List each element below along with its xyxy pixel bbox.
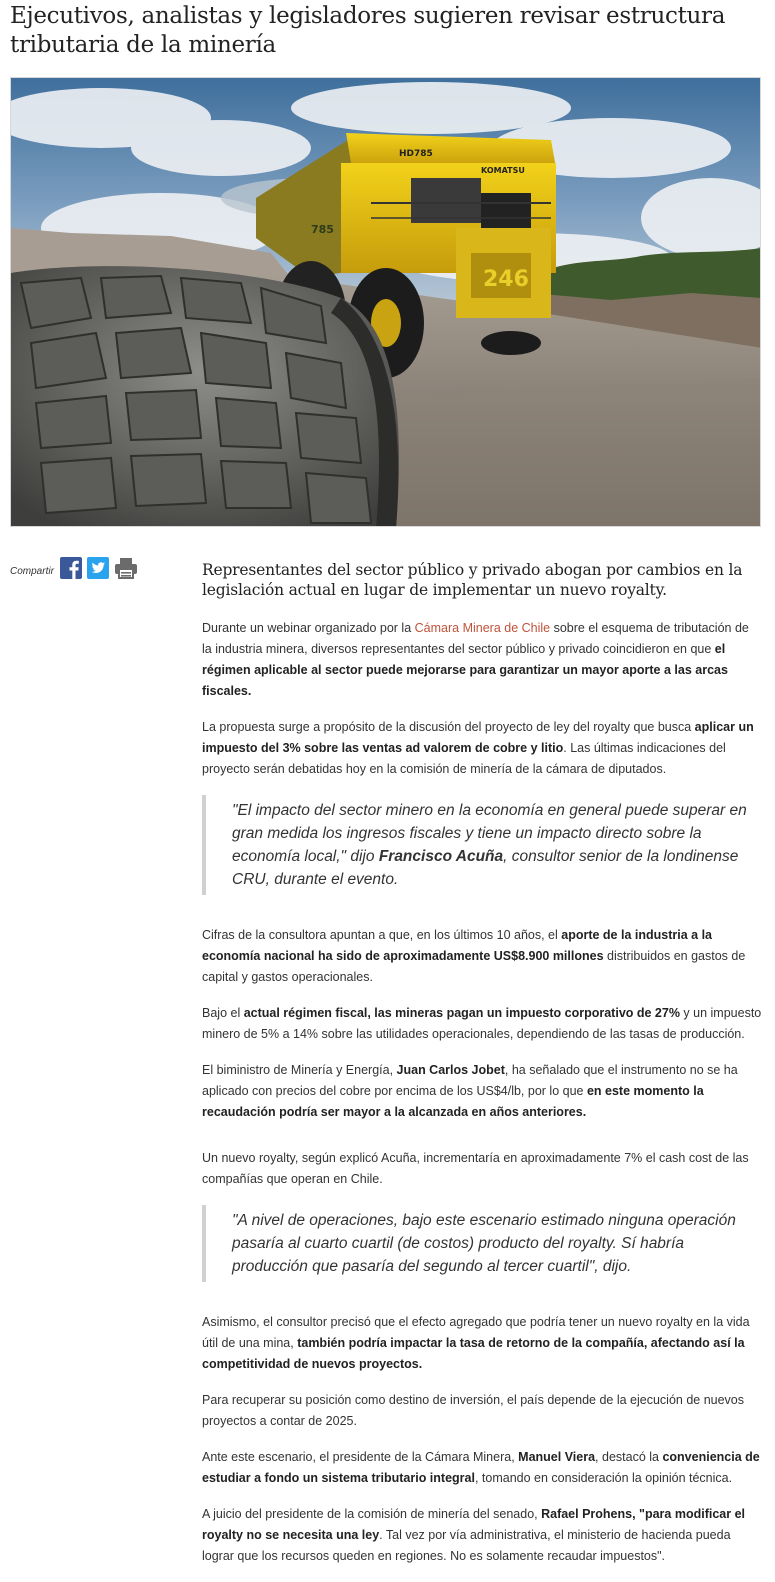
paragraph-2 [202, 717, 762, 780]
pull-quote-2: "A nivel de operaciones, bajo este escenario estimado ninguna operación pasaría al cuarto cuartil (de costos) producto del royalty. Sí habría producción que pasaría del segundo al tercer cuartil", dijo. [202, 1205, 762, 1282]
paragraph-text: . Tal vez por vía administrativa, el ministerio de hacienda pueda lograr que los recursos queden en regiones. No es solamente recaudar impuestos". [202, 1528, 731, 1563]
camara-minera-link[interactable]: Cámara Minera de Chile [414, 621, 551, 635]
paragraph-text: Durante un webinar organizado por la [202, 621, 415, 635]
paragraph-7 [202, 1312, 762, 1375]
article-body [202, 560, 762, 1582]
truck-side-number-text: 785 [311, 223, 334, 236]
paragraph-9 [202, 1447, 762, 1489]
paragraph-6: Un nuevo royalty, según explicó Acuña, incrementaría en aproximadamente 7% el cash cost de las compañías que operan en Chile. [202, 1151, 749, 1186]
paragraph-text: y un impuesto minero de 5% a 14% sobre las utilidades operacionales, dependiendo de las tasas de producción. [202, 1006, 762, 1041]
paragraph-text: , destacó la [595, 1450, 663, 1464]
pull-quote-1 [202, 795, 762, 895]
paragraph-bold: conveniencia de estudiar a fondo un sistema tributario integral [202, 1450, 760, 1485]
hero-image [10, 77, 761, 527]
truck-model-text: HD785 [399, 149, 433, 159]
paragraph-text: Ante este escenario, el presidente de la Cámara Minera, [202, 1450, 519, 1464]
quote-text: , consultor senior de la londinense CRU, durante el evento. [232, 848, 739, 888]
share-bar [10, 555, 141, 581]
paragraph-3 [202, 925, 762, 988]
paragraph-bold: el régimen aplicable al sector puede mejorarse para garantizar un mayor aporte a las arcas fiscales. [202, 642, 728, 698]
paragraph-bold: aporte de la industria a la economía nacional ha sido de aproximadamente US$8.900 millones [202, 928, 712, 963]
paragraph-bold: también podría impactar la tasa de retorno de la compañía, afectando así la competitividad de nuevos proyectos. [202, 1336, 745, 1371]
quote-bold: Francisco Acuña [378, 848, 504, 865]
share-label: Compartir [10, 565, 54, 577]
paragraph-1 [202, 618, 762, 702]
paragraph-text: El biministro de Minería y Energía, [202, 1063, 397, 1077]
paragraph-text: sobre el esquema de tributación de la industria minera, diversos representantes del sector público y privado coincidieron en que [202, 621, 749, 656]
paragraph-text: Bajo el [202, 1006, 244, 1020]
paragraph-text: , ha señalado que el instrumento no se ha aplicado con precios del cobre por encima de los US$4/lb, por lo que [202, 1063, 738, 1098]
paragraph-text: distribuidos en gastos de capital y gastos operacionales. [202, 949, 746, 984]
paragraph-bold: Juan Carlos Jobet [396, 1063, 505, 1077]
paragraph-text: A juicio del presidente de la comisión de minería del senado, [202, 1507, 542, 1521]
paragraph-bold: actual régimen fiscal, las mineras pagan un impuesto corporativo de 27% [243, 1006, 680, 1020]
article-headline: Ejecutivos, analistas y legisladores sugieren revisar estructura tributaria de la minería [10, 3, 726, 58]
article-lead: Representantes del sector público y privado abogan por cambios en la legislación actual en lugar de implementar un nuevo royalty. [202, 561, 743, 599]
paragraph-bold: Manuel Viera [518, 1450, 596, 1464]
truck-brand-text: KOMATSU [481, 166, 525, 175]
print-icon[interactable] [114, 557, 136, 579]
facebook-icon[interactable] [60, 557, 82, 579]
paragraph-bold: en este momento la recaudación podría ser mayor a la alcanzada en años anteriores. [202, 1084, 704, 1119]
twitter-icon[interactable] [87, 557, 109, 579]
paragraph-text: Cifras de la consultora apuntan a que, en los últimos 10 años, el [202, 928, 562, 942]
paragraph-10 [202, 1504, 762, 1567]
paragraph-5 [202, 1060, 762, 1123]
paragraph-bold: Rafael Prohens, "para modificar el royalty no se necesita una ley [202, 1507, 746, 1542]
paragraph-text: Asimismo, el consultor precisó que el efecto agregado que podría tener un nuevo royalty en la vida útil de una mina, [202, 1315, 750, 1350]
quote-text: "El impacto del sector minero en la economía en general puede superar en gran medida los ingresos fiscales y tiene un impacto directo sobre la economía local," dijo [232, 802, 747, 865]
truck-number-text: 246 [483, 267, 529, 292]
paragraph-bold: aplicar un impuesto del 3% sobre las ventas ad valorem de cobre y litio [202, 720, 754, 755]
paragraph-text: La propuesta surge a propósito de la discusión del proyecto de ley del royalty que busca [202, 720, 695, 734]
paragraph-4 [202, 1003, 762, 1045]
paragraph-text: . Las últimas indicaciones del proyecto serán debatidas hoy en la comisión de minería de la cámara de diputados. [202, 741, 726, 776]
paragraph-8: Para recuperar su posición como destino de inversión, el país depende de la ejecución de nuevos proyectos a contar de 2025. [202, 1393, 745, 1428]
paragraph-text: , tomando en consideración la opinión técnica. [474, 1471, 733, 1485]
